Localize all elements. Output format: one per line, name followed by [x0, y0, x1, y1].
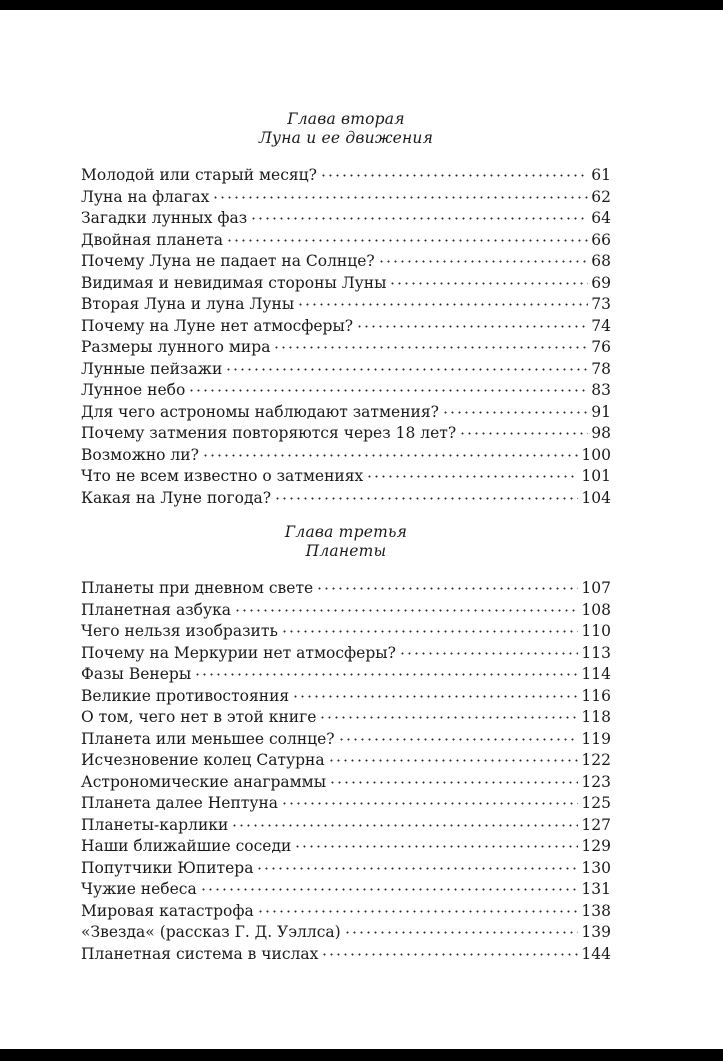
chapter-two-heading: Глава вторая	[287, 110, 405, 128]
toc-entry[interactable]	[81, 922, 611, 944]
toc-entry[interactable]	[81, 273, 611, 295]
toc-leader-dots	[319, 716, 578, 719]
toc-leader-dots	[188, 389, 588, 392]
toc-entry[interactable]	[81, 423, 611, 445]
toc-entry[interactable]	[81, 858, 611, 880]
toc-leader-dots	[389, 282, 588, 285]
toc-leader-dots	[366, 475, 578, 478]
table-of-contents-page	[81, 110, 611, 965]
toc-entry-page: 131	[581, 880, 611, 898]
toc-entry-title: Астрономические анаграммы	[81, 772, 327, 791]
chapter-three-header	[81, 523, 611, 561]
toc-entry-title: Лунные пейзажи	[81, 359, 223, 378]
top-black-bar	[0, 0, 723, 10]
toc-entry[interactable]	[81, 294, 611, 316]
chapter-three-section	[81, 523, 611, 965]
toc-entry-page: 113	[581, 643, 611, 662]
toc-entry-title: Молодой или старый месяц?	[81, 166, 317, 184]
toc-entry[interactable]	[81, 793, 611, 815]
toc-entry[interactable]	[81, 251, 611, 273]
toc-leader-dots	[399, 652, 578, 655]
chapter-three-entries	[81, 578, 611, 965]
toc-entry-title: Двойная планета	[81, 230, 224, 249]
toc-entry-page: 138	[581, 901, 611, 920]
toc-entry-page: 64	[591, 209, 611, 227]
toc-entry[interactable]	[81, 445, 611, 467]
toc-leader-dots	[329, 781, 578, 784]
toc-entry-page: 78	[591, 359, 611, 378]
toc-leader-dots	[281, 630, 579, 633]
toc-entry-page: 119	[581, 729, 611, 748]
toc-entry-page: 118	[581, 708, 611, 726]
toc-entry-page: 122	[581, 751, 611, 769]
toc-entry-title: Что не всем известно о затмениях	[81, 467, 364, 485]
toc-entry-page: 62	[591, 187, 611, 206]
toc-leader-dots	[257, 910, 579, 913]
toc-leader-dots	[292, 695, 578, 698]
toc-leader-dots	[200, 888, 579, 891]
toc-entry-title: Мировая катастрофа	[81, 901, 254, 920]
toc-entry[interactable]	[81, 337, 611, 359]
toc-entry-title: Вторая Луна и луна Луны	[81, 295, 295, 313]
toc-entry-title: Чужие небеса	[81, 880, 197, 898]
toc-entry-page: 139	[581, 923, 611, 941]
chapter-two-entries	[81, 165, 611, 509]
toc-entry-title: Почему Луна не падает на Солнце?	[81, 252, 375, 270]
toc-entry-title: Планета или меньшее солнце?	[81, 729, 335, 748]
toc-entry-title: Видимая и невидимая стороны Луны	[81, 273, 387, 292]
toc-leader-dots	[328, 759, 579, 762]
toc-entry-title: Планета далее Нептуна	[81, 794, 279, 812]
toc-entry-page: 91	[591, 402, 611, 421]
toc-entry-page: 98	[591, 424, 611, 442]
toc-entry[interactable]	[81, 772, 611, 794]
toc-entry-page: 101	[581, 467, 611, 485]
toc-entry-title: О том, чего нет в этой книге	[81, 708, 317, 726]
toc-entry-title: Попутчики Юпитера	[81, 858, 254, 877]
toc-entry-title: Планетная азбука	[81, 600, 232, 619]
toc-leader-dots	[273, 346, 588, 349]
toc-entry-page: 116	[581, 686, 611, 705]
toc-entry[interactable]	[81, 621, 611, 643]
toc-entry[interactable]	[81, 316, 611, 338]
toc-entry-page: 69	[591, 273, 611, 292]
toc-entry[interactable]	[81, 901, 611, 923]
toc-leader-dots	[297, 303, 588, 306]
toc-entry-title: «Звезда« (рассказ Г. Д. Уэллса)	[81, 923, 341, 941]
toc-leader-dots	[442, 411, 588, 414]
toc-entry-page: 108	[581, 600, 611, 619]
toc-leader-dots	[321, 953, 578, 956]
toc-leader-dots	[294, 845, 578, 848]
toc-leader-dots	[256, 867, 578, 870]
toc-entry-page: 66	[591, 230, 611, 249]
toc-entry-page: 104	[581, 488, 611, 507]
toc-entry-title: Луна на флагах	[81, 187, 210, 206]
toc-entry[interactable]	[81, 230, 611, 252]
chapter-two-title: Луна и ее движения	[258, 129, 434, 147]
toc-entry-title: Планеты при дневном свете	[81, 579, 314, 597]
toc-entry-page: 127	[581, 815, 611, 834]
toc-entry[interactable]	[81, 664, 611, 686]
toc-entry-title: Почему затмения повторяются через 18 лет?	[81, 424, 457, 442]
toc-entry-page: 100	[581, 445, 611, 464]
toc-leader-dots	[281, 802, 578, 805]
toc-leader-dots	[316, 587, 578, 590]
toc-entry-title: Почему на Меркурии нет атмосферы?	[81, 643, 396, 662]
toc-entry[interactable]	[81, 879, 611, 901]
toc-entry-title: Возможно ли?	[81, 445, 199, 464]
toc-entry-page: 130	[581, 858, 611, 877]
chapter-three-title: Планеты	[305, 542, 387, 560]
chapter-two-header	[81, 110, 611, 148]
toc-entry[interactable]	[81, 815, 611, 837]
toc-entry[interactable]	[81, 686, 611, 708]
toc-entry[interactable]	[81, 643, 611, 665]
toc-entry[interactable]	[81, 488, 611, 510]
toc-entry-page: 83	[591, 381, 611, 399]
toc-entry[interactable]	[81, 187, 611, 209]
toc-entry[interactable]	[81, 729, 611, 751]
toc-entry-page: 110	[581, 622, 611, 640]
toc-leader-dots	[338, 738, 579, 741]
toc-entry-title: Размеры лунного мира	[81, 338, 271, 356]
toc-entry-page: 61	[591, 166, 611, 184]
toc-entry-title: Исчезновение колец Сатурна	[81, 751, 325, 769]
toc-entry-page: 123	[581, 772, 611, 791]
toc-leader-dots	[356, 325, 588, 328]
toc-entry[interactable]	[81, 380, 611, 402]
toc-entry-page: 73	[591, 295, 611, 313]
toc-entry-title: Почему на Луне нет атмосферы?	[81, 316, 354, 335]
toc-entry-page: 114	[581, 665, 611, 683]
toc-entry-title: Какая на Луне погода?	[81, 488, 272, 507]
bottom-black-bar	[0, 1049, 723, 1061]
toc-leader-dots	[212, 196, 588, 199]
toc-entry-title: Чего нельзя изобразить	[81, 622, 278, 640]
toc-entry-title: Лунное небо	[81, 381, 186, 399]
toc-entry-title: Загадки лунных фаз	[81, 209, 248, 227]
toc-entry[interactable]	[81, 600, 611, 622]
toc-entry[interactable]	[81, 208, 611, 230]
toc-entry[interactable]	[81, 707, 611, 729]
toc-leader-dots	[250, 217, 588, 220]
chapter-three-heading: Глава третья	[284, 523, 408, 541]
toc-entry-page: 144	[581, 944, 611, 963]
toc-leader-dots	[234, 609, 578, 612]
toc-leader-dots	[320, 174, 588, 177]
toc-entry-title: Великие противостояния	[81, 686, 290, 705]
toc-leader-dots	[226, 239, 588, 242]
toc-entry-title: Планеты-карлики	[81, 815, 229, 834]
toc-entry[interactable]	[81, 466, 611, 488]
toc-leader-dots	[378, 260, 589, 263]
toc-entry-page: 129	[581, 837, 611, 855]
toc-entry[interactable]	[81, 359, 611, 381]
toc-entry-page: 74	[591, 316, 611, 335]
chapter-two-section	[81, 110, 611, 509]
toc-entry[interactable]	[81, 750, 611, 772]
toc-leader-dots	[202, 454, 579, 457]
toc-entry[interactable]	[81, 944, 611, 966]
toc-entry-title: Планетная система в числах	[81, 944, 319, 963]
toc-entry[interactable]	[81, 578, 611, 600]
toc-entry[interactable]	[81, 836, 611, 858]
toc-leader-dots	[344, 931, 579, 934]
toc-entry-page: 68	[591, 252, 611, 270]
toc-leader-dots	[459, 432, 588, 435]
toc-entry[interactable]	[81, 402, 611, 424]
toc-entry-page: 107	[581, 579, 611, 597]
toc-entry-title: Для чего астрономы наблюдают затмения?	[81, 402, 439, 421]
toc-leader-dots	[231, 824, 578, 827]
toc-entry-title: Наши ближайшие соседи	[81, 837, 292, 855]
toc-entry-title: Фазы Венеры	[81, 665, 192, 683]
toc-leader-dots	[225, 368, 588, 371]
toc-leader-dots	[194, 673, 578, 676]
toc-leader-dots	[274, 497, 578, 500]
toc-entry-page: 76	[591, 338, 611, 356]
toc-entry-page: 125	[581, 794, 611, 812]
toc-entry[interactable]	[81, 165, 611, 187]
